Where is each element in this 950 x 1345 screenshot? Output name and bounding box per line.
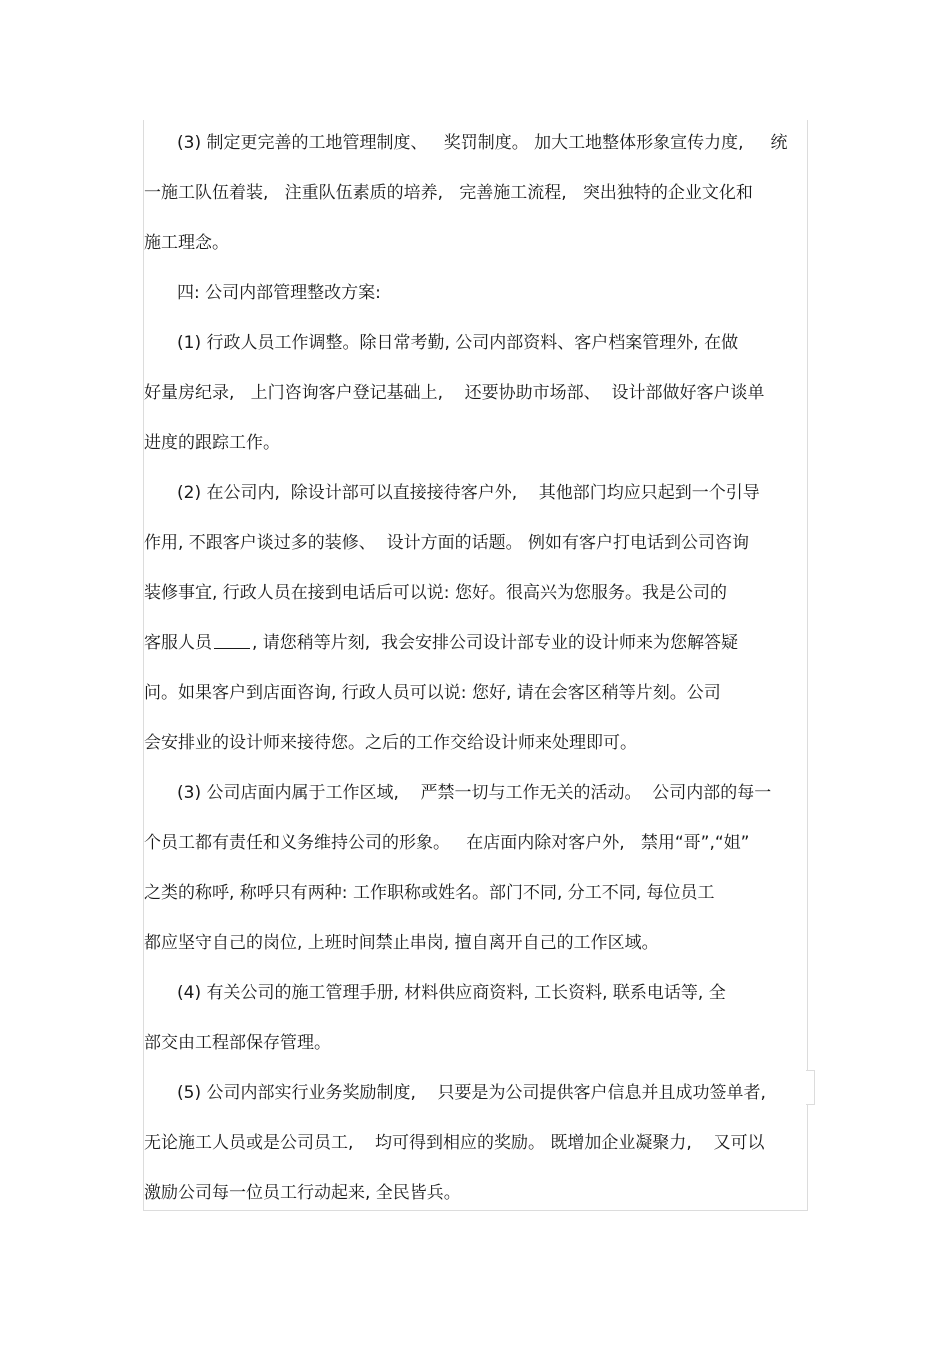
text-line: 部交由工程部保存管理。 — [144, 1033, 331, 1053]
text-line: 无论施工人员或是公司员工, 均可得到相应的奖励。 既增加企业凝聚力, 又可以 — [144, 1133, 765, 1153]
text-fragment: 客服人员 — [144, 633, 212, 653]
text-line: 问。如果客户到店面咨询, 行政人员可以说: 您好, 请在会客区稍等片刻。公司 — [144, 683, 721, 703]
text-line: 会安排业的设计师来接待您。之后的工作交给设计师来处理即可。 — [144, 733, 637, 753]
text-line: 之类的称呼, 称呼只有两种: 工作职称或姓名。部门不同, 分工不同, 每位员工 — [144, 883, 715, 903]
text-line: 激励公司每一位员工行动起来, 全民皆兵。 — [144, 1183, 461, 1203]
text-line: (4) 有关公司的施工管理手册, 材料供应商资料, 工长资料, 联系电话等, 全 — [177, 983, 726, 1003]
text-line: (3) 公司店面内属于工作区域, 严禁一切与工作无关的活动。 公司内部的每一 — [177, 783, 772, 803]
text-line: (2) 在公司内, 除设计部可以直接接待客户外, 其他部门均应只起到一个引导 — [177, 483, 760, 503]
text-line: (5) 公司内部实行业务奖励制度, 只要是为公司提供客户信息并且成功签单者, — [177, 1083, 766, 1103]
text-fragment: , 请您稍等片刻, 我会安排公司设计部专业的设计师来为您解答疑 — [252, 633, 739, 653]
page-edge-tab — [806, 1070, 815, 1105]
text-line: 装修事宜, 行政人员在接到电话后可以说: 您好。很高兴为您服务。我是公司的 — [144, 583, 727, 603]
text-line-with-blank — [144, 632, 738, 654]
text-line: 一施工队伍着装, 注重队伍素质的培养, 完善施工流程, 突出独特的企业文化和 — [144, 183, 753, 203]
text-line: 施工理念。 — [144, 233, 229, 253]
text-line: 进度的跟踪工作。 — [144, 433, 280, 453]
fill-in-blank — [214, 634, 250, 649]
text-line: 个员工都有责任和义务维持公司的形象。 在店面内除对客户外, 禁用“哥”,“姐” — [144, 833, 750, 853]
text-line: 都应坚守自己的岗位, 上班时间禁止串岗, 擅自离开自己的工作区域。 — [144, 933, 659, 953]
text-line: (3) 制定更完善的工地管理制度、 奖罚制度。 加大工地整体形象宣传力度, 统 — [177, 133, 788, 153]
text-line: 好量房纪录, 上门咨询客户登记基础上, 还要协助市场部、 设计部做好客户谈单 — [144, 383, 765, 403]
text-line: 作用, 不跟客户谈过多的装修、 设计方面的话题。 例如有客户打电话到公司咨询 — [144, 533, 750, 553]
text-line: (1) 行政人员工作调整。除日常考勤, 公司内部资料、客户档案管理外, 在做 — [177, 333, 739, 353]
section-heading: 四: 公司内部管理整改方案: — [177, 283, 381, 303]
